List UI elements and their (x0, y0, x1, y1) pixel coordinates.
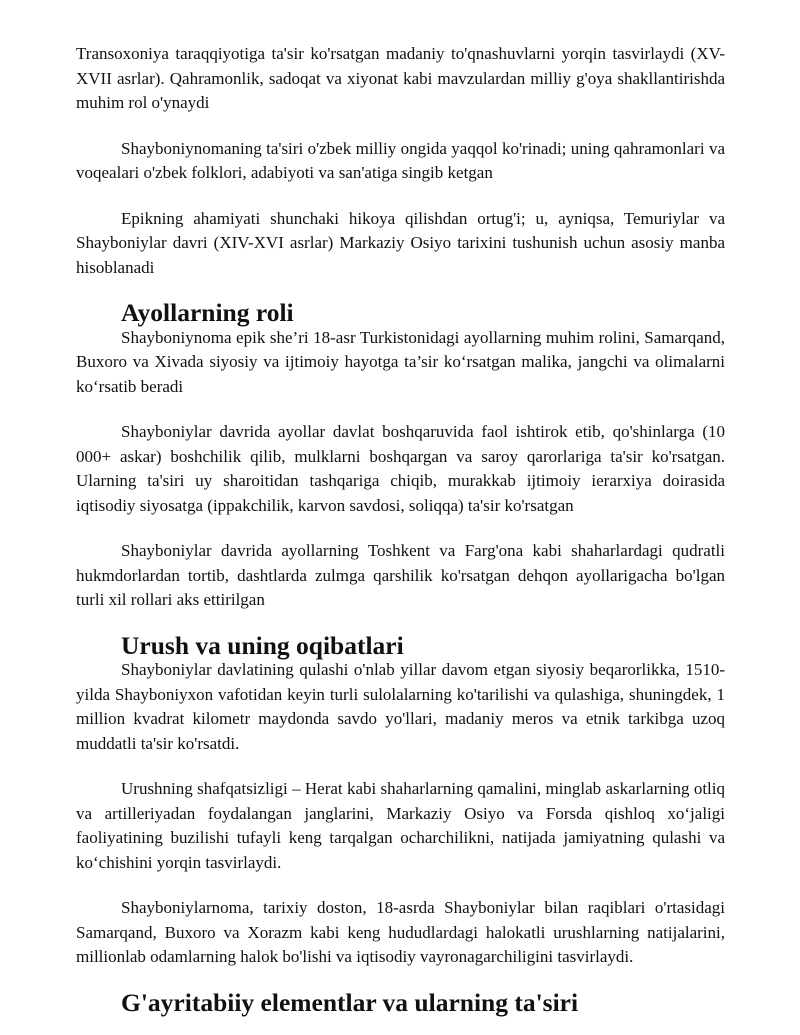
paragraph-state-collapse: Shayboniylar davlatining qulashi o'nlab yillar davom etgan siyosiy beqarorlikka, 1510-yilda Shayboniyxon vafotidan keyin turli sulolalarning ko'tarilishi va qulashiga, shuningdek, 1 million kvadrat kilometr maydonda savdo yo'llari, madaniy meros va etnik tarkibga uzoq muddatli ta'sir ko'rsatdi. (76, 660, 725, 753)
paragraph-war-cruelty: Urushning shafqatsizligi – Herat kabi shaharlarning qamalini, minglab askarlarning otliq va artilleriyadan foydalangan janglarini, Markaziy Osiyo va Forsda qishloq xo‘jaligi faoliyatining buzilishi tufayli keng tarqalgan ocharchilikni, natijada jamiyatning qulashi va ko‘chishini yorqin tasvirlaydi. (76, 779, 725, 872)
paragraph-women-governance: Shayboniylar davrida ayollar davlat boshqaruvida faol ishtirok etib, qo'shinlarga (10 000+ askar) boshchilik qilib, mulklarni boshqargan va saroy qarorlariga ta'sir ko'rsatgan. Ularning ta'siri uy sharoitidan tashqariga chiqib, murakkab ijtimoiy ierarxiya doirasida iqtisodiy siyosatga (ippakchilik, karvon savdosi, soliqqa) ta'sir ko'rsatgan (76, 422, 725, 515)
paragraph-women-diversity: Shayboniylar davrida ayollarning Toshkent va Farg'ona kabi shaharlardagi qudratli hukmdorlardan tortib, dashtlarda zulmga qarshilik ko'rsatgan dehqon ayollarigacha bo'lgan turli xil rollari aks ettirilgan (76, 541, 725, 609)
section-heading-supernatural: G'ayritabiiy elementlar va ularning ta'siri (121, 987, 579, 1017)
paragraph-transoxiana: Transoxoniya taraqqiyotiga ta'sir ko'rsatgan madaniy to'qnashuvlarni yorqin tasvirlaydi (XV-XVII asrlar). Qahramonlik, sadoqat va xiyonat kabi mavzulardan milliy g'oya shakllantirishda muhim rol o'ynaydi (76, 44, 725, 112)
section-heading-war: Urush va uning oqibatlari (121, 630, 404, 660)
paragraph-national-consciousness: Shayboniynomaning ta'siri o'zbek milliy ongida yaqqol ko'rinadi; uning qahramonlari va voqealari o'zbek folklori, adabiyoti va san'atiga singib ketgan (76, 138, 725, 182)
paragraph-epic-significance: Epikning ahamiyati shunchaki hikoya qilishdan ortug'i; u, ayniqsa, Temuriylar va Shayboniylar davri (XIV-XVI asrlar) Markaziy Osiyo tarixini tushunish uchun asosiy manba hisoblanadi (76, 208, 725, 277)
paragraph-war-results: Shayboniylarnoma, tarixiy doston, 18-asrda Shayboniylar bilan raqiblari o'rtasidagi Samarqand, Buxoro va Xorazm kabi keng hududlardagi halokatli urushlarning natijalarini, millionlab odamlarning halok bo'lishi va iqtisodiy vayronagarchiligini tasvirlaydi. (76, 898, 725, 966)
section-supernatural (76, 987, 725, 1017)
section-heading-women: Ayollarning roli (121, 298, 294, 327)
section-women (76, 298, 725, 613)
paragraph-women-roles: Shayboniynoma epik she’ri 18-asr Turkistonidagi ayollarning muhim rolini, Samarqand, Buxoro va Xivada siyosiy va ijtimoiy hayotga ta’sir ko‘rsatgan malika, jangchi va olimalarni ko‘rsatib beradi (76, 327, 725, 396)
section-war (76, 630, 725, 970)
